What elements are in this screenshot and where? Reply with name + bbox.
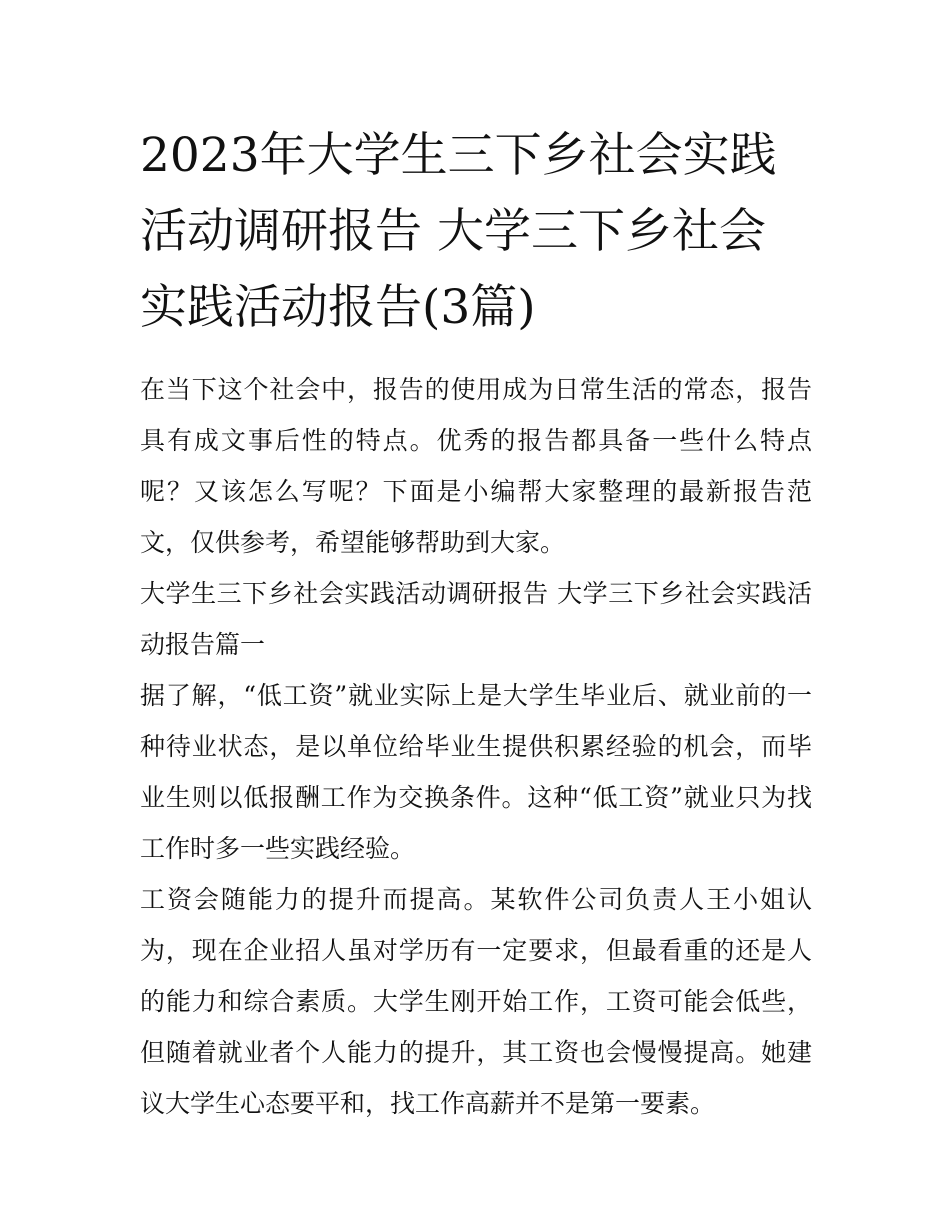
paragraph-wage-growth: 工资会随能力的提升而提高。某软件公司负责人王小姐认为，现在企业招人虽对学历有一定要求，但最看重的还是人的能力和综合素质。大学生刚开始工作，工资可能会低些，但随着就业者个人能力的提升，其工资也会慢慢提高。她建议大学生心态要平和，找工作高薪并不是第一要素。 bbox=[140, 885, 812, 1118]
document-title: 2023年大学生三下乡社会实践活动调研报告 大学三下乡社会实践活动报告(3篇) bbox=[140, 128, 777, 335]
paragraph-section-heading: 大学生三下乡社会实践活动调研报告 大学三下乡社会实践活动报告篇一 bbox=[140, 579, 812, 659]
paragraph-intro: 在当下这个社会中，报告的使用成为日常生活的常态，报告具有成文事后性的特点。优秀的报告都具备一些什么特点呢？又该怎么写呢？下面是小编帮大家整理的最新报告范文，仅供参考，希望能够帮助到大家。 bbox=[140, 375, 812, 557]
document-page bbox=[140, 118, 812, 1129]
paragraph-low-wage: 据了解，“低工资”就业实际上是大学生毕业后、就业前的一种待业状态，是以单位给毕业生提供积累经验的机会，而毕业生则以低报酬工作为交换条件。这种“低工资”就业只为找工作时多一些实践经验。 bbox=[140, 681, 812, 863]
